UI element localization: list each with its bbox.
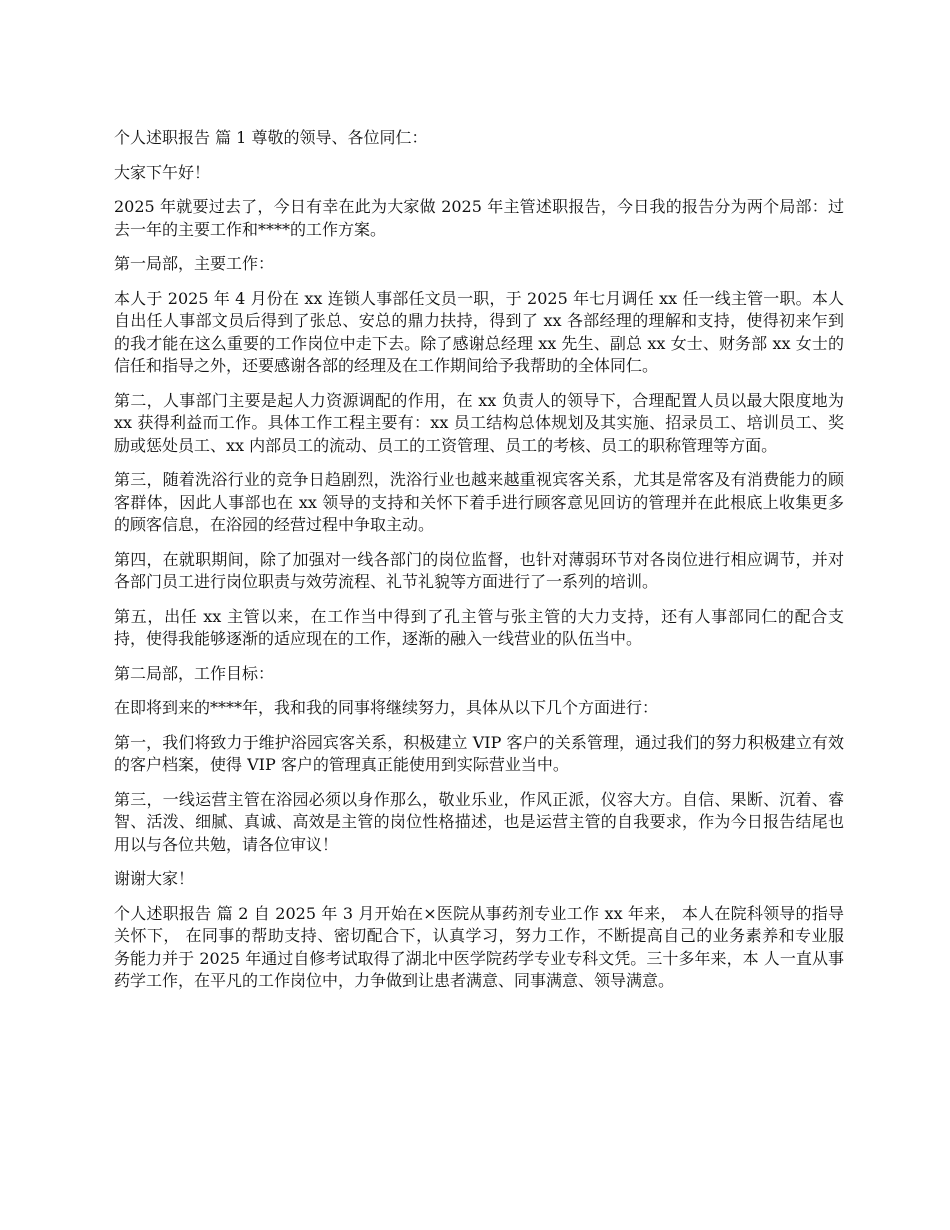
paragraph: 第一，我们将致力于维护浴园宾客关系，积极建立 VIP 客户的关系管理，通过我们的努力积极建立有效的客户档案，使得 VIP 客户的管理真正能使用到实际营业当中。 bbox=[114, 732, 844, 774]
paragraph: 第四，在就职期间，除了加强对一线各部门的岗位监督，也针对薄弱环节对各岗位进行相应调节，并对各部门员工进行岗位职责与效劳流程、礼节礼貌等方面进行了一系列的培训。 bbox=[114, 549, 844, 591]
paragraph: 第一局部，主要工作： bbox=[114, 254, 275, 273]
paragraph: 2025 年就要过去了，今日有幸在此为大家做 2025 年主管述职报告，今日我的报告分为两个局部：过去一年的主要工作和****的工作方案。 bbox=[114, 197, 844, 239]
paragraph: 第二，人事部门主要是起人力资源调配的作用，在 xx 负责人的领导下，合理配置人员以最大限度地为 xx 获得利益而工作。具体工作工程主要有：xx 员工结构总体规划及其实施、招录员工、培训员工、奖励或惩处员工、xx 内部员工的流动、员工的工资管理、员工的考核、员工的职称管理等方面。 bbox=[114, 390, 844, 455]
paragraph: 个人述职报告 篇 2 自 2025 年 3 月开始在×医院从事药剂专业工作 xx 年来， 本人在院科领导的指导关怀下， 在同事的帮助支持、密切配合下，认真学习，努力工作，不断提高自己的业务素养和专业服 务能力并于 2025 年通过自修考试取得了湖北中医学院药学专业专科文凭。三十多年来，本 人一直从事药学工作，在平凡的工作岗位中，力争做到让患者满意、同事满意、领导满意。 bbox=[114, 903, 844, 990]
paragraph: 在即将到来的****年，我和我的同事将继续努力，具体从以下几个方面进行： bbox=[114, 698, 659, 717]
paragraph: 谢谢大家！ bbox=[114, 869, 195, 888]
paragraph: 第五，出任 xx 主管以来，在工作当中得到了孔主管与张主管的大力支持，还有人事部同仁的配合支持，使得我能够逐渐的适应现在的工作，逐渐的融入一线营业的队伍当中。 bbox=[114, 606, 844, 648]
paragraph: 本人于 2025 年 4 月份在 xx 连锁人事部任文员一职，于 2025 年七月调任 xx 任一线主管一职。本人自出任人事部文员后得到了张总、安总的鼎力扶持，得到了 xx 各部经理的理解和支持，使得初来乍到的我才能在这么重要的工作岗位中走下去。除了感谢总经理 xx 先生、副总 xx 女士、财务部 xx 女士的信任和指导之外，还要感谢各部的经理及在工作期间给予我帮助的全体同仁。 bbox=[114, 288, 844, 375]
paragraph: 第二局部，工作目标： bbox=[114, 663, 275, 683]
paragraph: 个人述职报告 篇 1 尊敬的领导、各位同仁： bbox=[114, 128, 428, 147]
paragraph: 大家下午好！ bbox=[114, 162, 211, 182]
document-body bbox=[114, 127, 844, 1005]
paragraph: 第三，随着洗浴行业的竞争日趋剧烈，洗浴行业也越来越重视宾客关系，尤其是常客及有消费能力的顾客群体，因此人事部也在 xx 领导的支持和关怀下着手进行顾客意见回访的管理并在此根底上收集更多的顾客信息，在浴园的经营过程中争取主动。 bbox=[114, 470, 844, 534]
paragraph: 第三，一线运营主管在浴园必须以身作那么，敬业乐业，作风正派，仪容大方。自信、果断、沉着、睿智、活泼、细腻、真诚、高效是主管的岗位性格描述，也是运营主管的自我要求，作为今日报告结尾也用以与各位共勉，请各位审议！ bbox=[114, 789, 844, 854]
